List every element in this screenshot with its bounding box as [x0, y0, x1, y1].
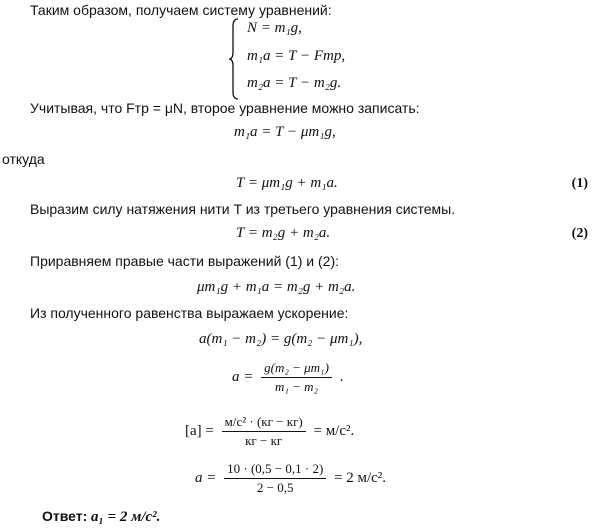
- equation-a: m₁a = T − μm₁g,: [234, 124, 336, 140]
- equation-1-number: (1): [571, 176, 588, 191]
- equation-6: [185, 414, 354, 449]
- equation-5-left: a =: [232, 368, 254, 385]
- equation-3: μm₁g + m₁a = m₂g + m₂a.: [197, 279, 356, 295]
- whence-text: откуда: [2, 151, 45, 167]
- equation-6-denominator: кг − кг: [245, 433, 283, 448]
- equation-7-numerator: 10 · (0,5 − 0,1 · 2): [224, 461, 326, 479]
- system-eq-2: m₁a = T − Fтр,: [247, 48, 346, 64]
- equation-6-numerator: м/с² · (кг − кг): [222, 414, 306, 432]
- equation-5-numerator: g(m₂ − μm₁): [261, 360, 332, 378]
- system-eq-3: m₂a = T − m₂g.: [247, 75, 342, 91]
- equation-6-fraction: [222, 414, 306, 449]
- answer-label: Ответ:: [42, 508, 88, 524]
- answer-line: [42, 508, 160, 526]
- equation-7-denominator: 2 − 0,5: [256, 480, 294, 495]
- equation-7: [195, 461, 386, 496]
- equation-1: T = μm₁g + m₁a.: [236, 175, 338, 191]
- equation-5: [232, 360, 343, 395]
- system-brace: [229, 18, 239, 100]
- system-eq-1: N = m₁g,: [247, 20, 302, 36]
- equation-6-right: = м/с².: [313, 422, 355, 439]
- equation-2: T = m₂g + m₂a.: [236, 225, 331, 241]
- equation-7-right: = 2 м/с².: [334, 469, 387, 486]
- equation-4: a(m₁ − m₂) = g(m₂ − μm₁),: [199, 331, 363, 347]
- equation-5-end: .: [339, 368, 344, 385]
- from-equality-text: Из полученного равенства выражаем ускорение:: [30, 305, 349, 321]
- equation-7-fraction: [224, 461, 326, 496]
- equate-text: Приравняем правые части выражений (1) и (2):: [30, 253, 340, 269]
- equation-5-denominator: m₁ − m₂: [274, 379, 319, 394]
- answer-value: a₁ = 2 м/с².: [91, 509, 161, 525]
- equation-7-left: a =: [195, 469, 217, 486]
- intro-text: Таким образом, получаем систему уравнений:: [30, 2, 332, 18]
- express-t-text: Выразим силу натяжения нити T из третьего уравнения системы.: [30, 201, 456, 217]
- equation-6-left: [a] =: [185, 422, 214, 439]
- equation-2-number: (2): [571, 226, 588, 241]
- consider-text: Учитывая, что Fтр = μN, второе уравнение можно записать:: [30, 100, 420, 116]
- equation-5-fraction: [261, 360, 332, 395]
